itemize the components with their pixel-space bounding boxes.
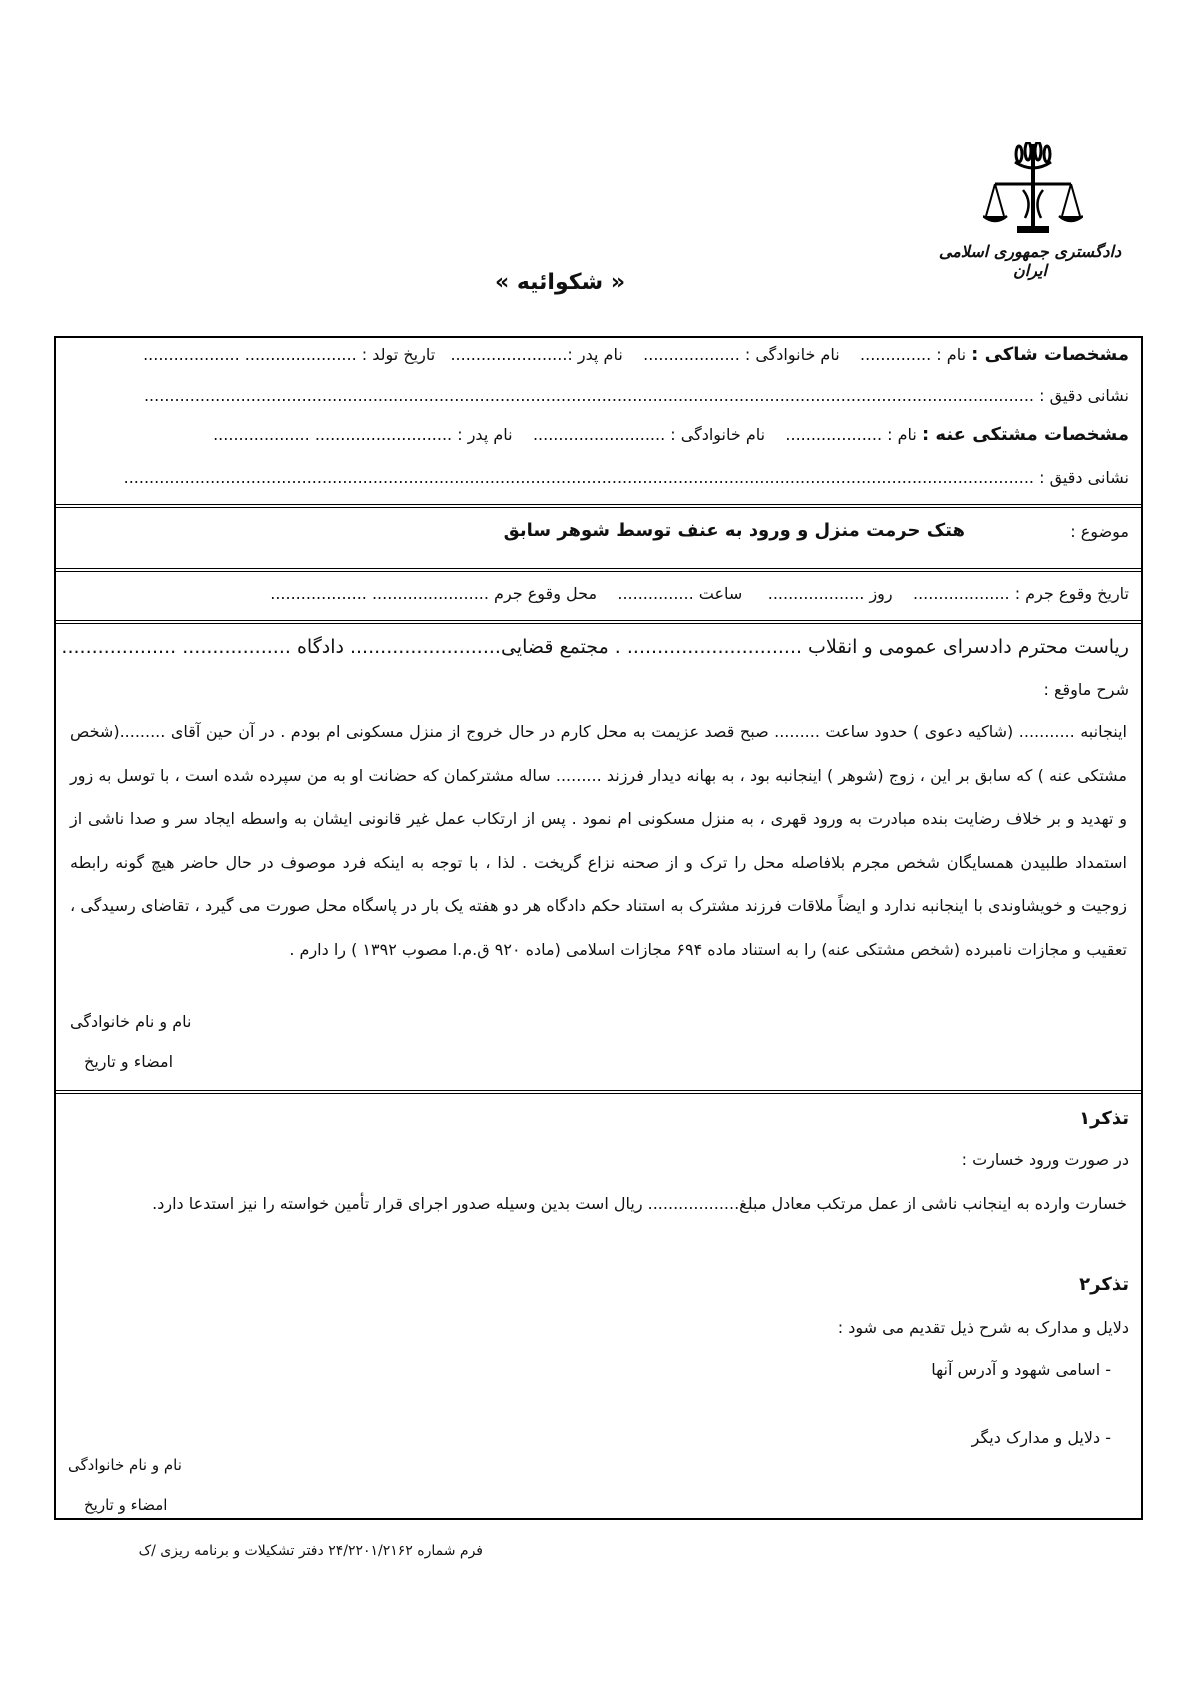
subject-label: موضوع : [1070,522,1129,541]
complaint-form-frame [54,336,1143,1520]
signature-name-label: نام و نام خانوادگی [68,1456,182,1474]
accused-father-field[interactable]: نام پدر : ........................... ................... [213,425,513,444]
accused-address-field[interactable]: نشانی دقیق : ................................................................................................................................................................................... [123,468,1129,487]
complainant-address-field[interactable]: نشانی دقیق : ............................................................................................................................................................................... [143,386,1129,405]
crime-line [270,584,1129,603]
form-number-footer: فرم شماره ۲۴/۲۲۰۱/۲۱۶۲ دفتر تشکیلات و برنامه ریزی /ک [138,1543,483,1559]
complainant-birth-field[interactable]: تاریخ تولد : ...................... ................... [143,345,436,364]
note1-intro: در صورت ورود خسارت : [961,1150,1129,1169]
crime-day-field[interactable]: روز ................... [767,584,893,603]
page-title: « شکوائیه » [494,270,626,295]
accused-heading: مشخصات مشتکی عنه : [921,424,1129,445]
signature-date-label: امضاء و تاریخ [84,1496,168,1514]
complainant-family-field[interactable]: نام خانوادگی : ................... [643,345,840,364]
section-divider [56,620,1141,624]
complainant-line [143,344,1129,365]
section-divider [56,504,1141,508]
description-label: شرح ماوقع : [1043,680,1129,699]
crime-time-field[interactable]: ساعت ............... [617,584,743,603]
section-divider [56,568,1141,572]
note2-item-other-evidence: - دلایل و مدارک دیگر [971,1428,1111,1447]
signature-name-label: نام و نام خانوادگی [70,1012,192,1031]
note1-text: خسارت وارده به اینجانب ناشی از عمل مرتکب معادل مبلغ.................. ریال است بدین وسیله صدور اجرای قرار تأمین خواسته را نیز استدعا دارد. [152,1194,1127,1213]
scales-of-justice-icon [983,142,1083,240]
note2-heading: تذکر۲ [1079,1274,1129,1295]
narrative-text: اینجانبه ........... (شاکیه دعوی ) حدود ساعت ......... صبح قصد عزیمت به محل کارم در حال خروج از منزل مسکونی ام بودم . در آن حین آقای .........(شخص مشتکی عنه ) که سابق بر این ، زوج (شوهر ) اینجانبه بود ، به بهانه دیدار فرزند ......... ساله مشترکمان که حضانت او به من سپرده شده است ، با توسل به زور و تهدید و بر خلاف رضایت بنده مبادرت به ورود قهری ، به منزل مسکونی ام نمود . پس از ارتکاب عمل غیر قانونی ایشان به واسطه ایجاد سر و صدا ناشی از استمداد طلبیدن همسایگان شخص مجرم بلافاصله محل را ترک و از صحنه نزاع گریخت . لذا ، با توجه به اینکه فرد موصوف در حال حاضر هیچ گونه رابطه زوجیت و خویشاوندی با اینجانبه ندارد و ایضاً ملاقات فرزند مشترک به استناد حکم دادگاه هر دو هفته یک بار در پاسگاه محل صورت می گیرد ، تقاضای رسیدگی ، تعقیب و مجازات نامبرده (شخص مشتکی عنه) را به استناد ماده ۶۹۴ مجازات اسلامی (ماده ۹۲۰ ق.م.ا مصوب ۱۳۹۲ ) را دارم . [70,722,1127,959]
accused-name-field[interactable]: نام : ................... [785,425,917,444]
addressee-line: ریاست محترم دادسرای عمومی و انقلاب ............................. . مجتمع قضایی......................... دادگاه .................. ................... [61,636,1129,658]
subject-value: هتک حرمت منزل و ورود به عنف توسط شوهر سابق [503,520,965,541]
section-divider [56,1090,1141,1094]
complainant-name-field[interactable]: نام : .............. [860,345,967,364]
judiciary-emblem [935,142,1125,282]
crime-place-field[interactable]: محل وقوع جرم ....................... ................... [270,584,598,603]
signature-date-label: امضاء و تاریخ [84,1052,174,1071]
accused-line [213,424,1129,445]
complainant-heading: مشخصات شاکی : [971,344,1129,365]
complainant-father-field[interactable]: نام پدر :....................... [450,345,623,364]
note2-item-witnesses: - اسامی شهود و آدرس آنها [931,1360,1111,1379]
accused-family-field[interactable]: نام خانوادگی : .......................... [532,425,766,444]
note1-heading: تذکر۱ [1079,1108,1129,1129]
note2-intro: دلایل و مدارک به شرح ذیل تقدیم می شود : [837,1318,1129,1337]
crime-date-field[interactable]: تاریخ وقوع جرم : ................... [912,584,1129,603]
emblem-caption: دادگستری جمهوری اسلامی ایران [938,242,1122,280]
